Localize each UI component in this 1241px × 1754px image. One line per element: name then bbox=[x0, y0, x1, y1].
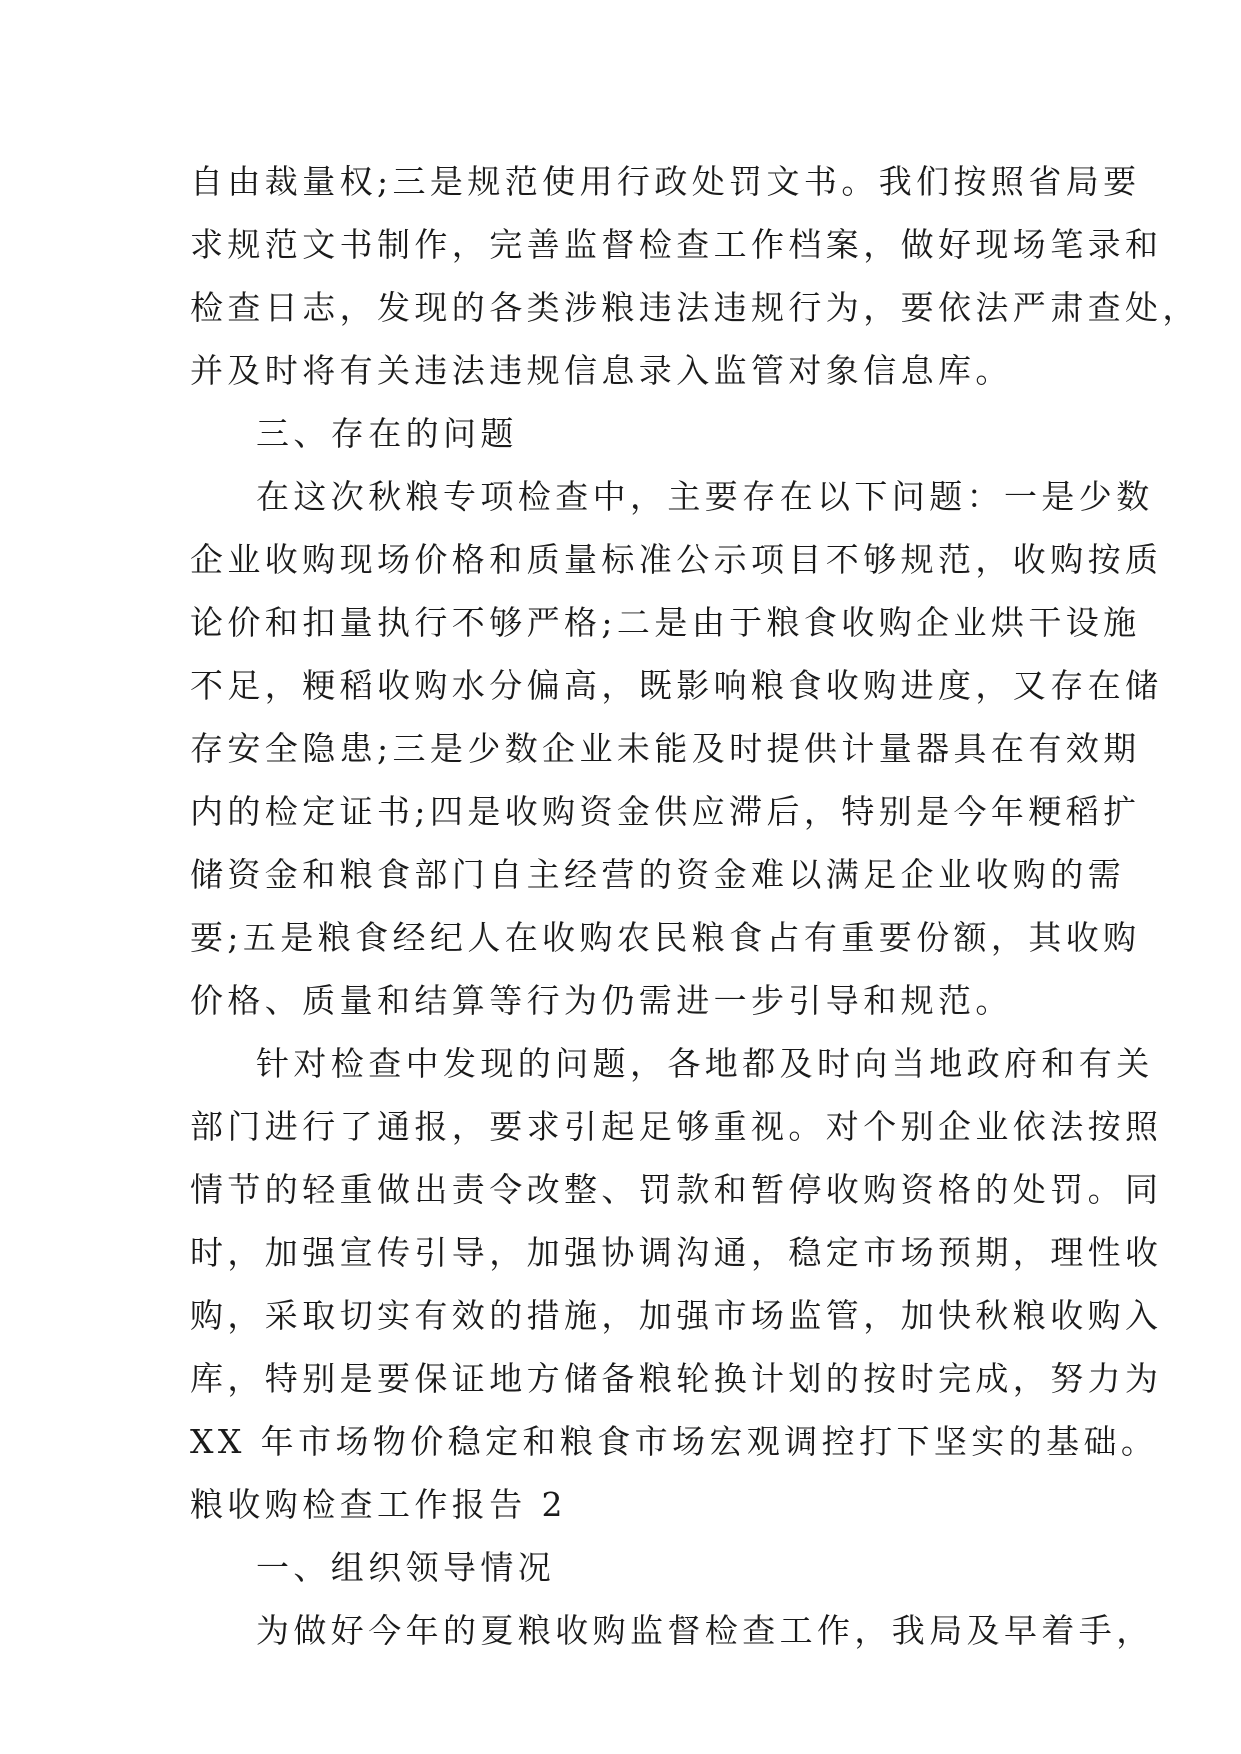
paragraph-line: 并及时将有关违法违规信息录入监管对象信息库。 bbox=[190, 351, 1013, 390]
paragraph-line: 情节的轻重做出责令改整、罚款和暂停收购资格的处罚。同 bbox=[190, 1170, 1163, 1209]
paragraph-line: 价格、质量和结算等行为仍需进一步引导和规范。 bbox=[190, 981, 1013, 1020]
section-heading: 一、组织领导情况 bbox=[256, 1548, 556, 1587]
paragraph-line: 时，加强宣传引导，加强协调沟通，稳定市场预期，理性收 bbox=[190, 1233, 1163, 1272]
paragraph-line: 购，采取切实有效的措施，加强市场监管，加快秋粮收购入 bbox=[190, 1296, 1163, 1335]
paragraph-line: 库，特别是要保证地方储备粮轮换计划的按时完成，努力为 bbox=[190, 1359, 1163, 1398]
paragraph-line: 内的检定证书;四是收购资金供应滞后，特别是今年粳稻扩 bbox=[190, 792, 1141, 831]
paragraph-line: 自由裁量权;三是规范使用行政处罚文书。我们按照省局要 bbox=[190, 162, 1141, 201]
paragraph-line: 为做好今年的夏粮收购监督检查工作，我局及早着手， bbox=[256, 1611, 1154, 1650]
paragraph-line: 针对检查中发现的问题，各地都及时向当地政府和有关 bbox=[256, 1044, 1154, 1083]
paragraph-line: 不足，粳稻收购水分偏高，既影响粮食收购进度，又存在储 bbox=[190, 666, 1163, 705]
paragraph-line: 储资金和粮食部门自主经营的资金难以满足企业收购的需 bbox=[190, 855, 1125, 894]
paragraph-line: XX 年市场物价稳定和粮食市场宏观调控打下坚实的基础。 bbox=[190, 1422, 1159, 1461]
paragraph-line: 部门进行了通报，要求引起足够重视。对个别企业依法按照 bbox=[190, 1107, 1163, 1146]
paragraph-line: 在这次秋粮专项检查中，主要存在以下问题：一是少数 bbox=[256, 477, 1154, 516]
paragraph-line: 要;五是粮食经纪人在收购农民粮食占有重要份额，其收购 bbox=[190, 918, 1141, 957]
paragraph-line: 企业收购现场价格和质量标准公示项目不够规范，收购按质 bbox=[190, 540, 1163, 579]
section-heading: 三、存在的问题 bbox=[256, 414, 518, 453]
paragraph-line: 论价和扣量执行不够严格;二是由于粮食收购企业烘干设施 bbox=[190, 603, 1141, 642]
paragraph-line: 求规范文书制作，完善监督检查工作档案，做好现场笔录和 bbox=[190, 225, 1163, 264]
paragraph-line: 检查日志，发现的各类涉粮违法违规行为，要依法严肃查处， bbox=[190, 288, 1200, 327]
report-title: 粮收购检查工作报告 2 bbox=[190, 1485, 567, 1524]
paragraph-line: 存安全隐患;三是少数企业未能及时提供计量器具在有效期 bbox=[190, 729, 1141, 768]
